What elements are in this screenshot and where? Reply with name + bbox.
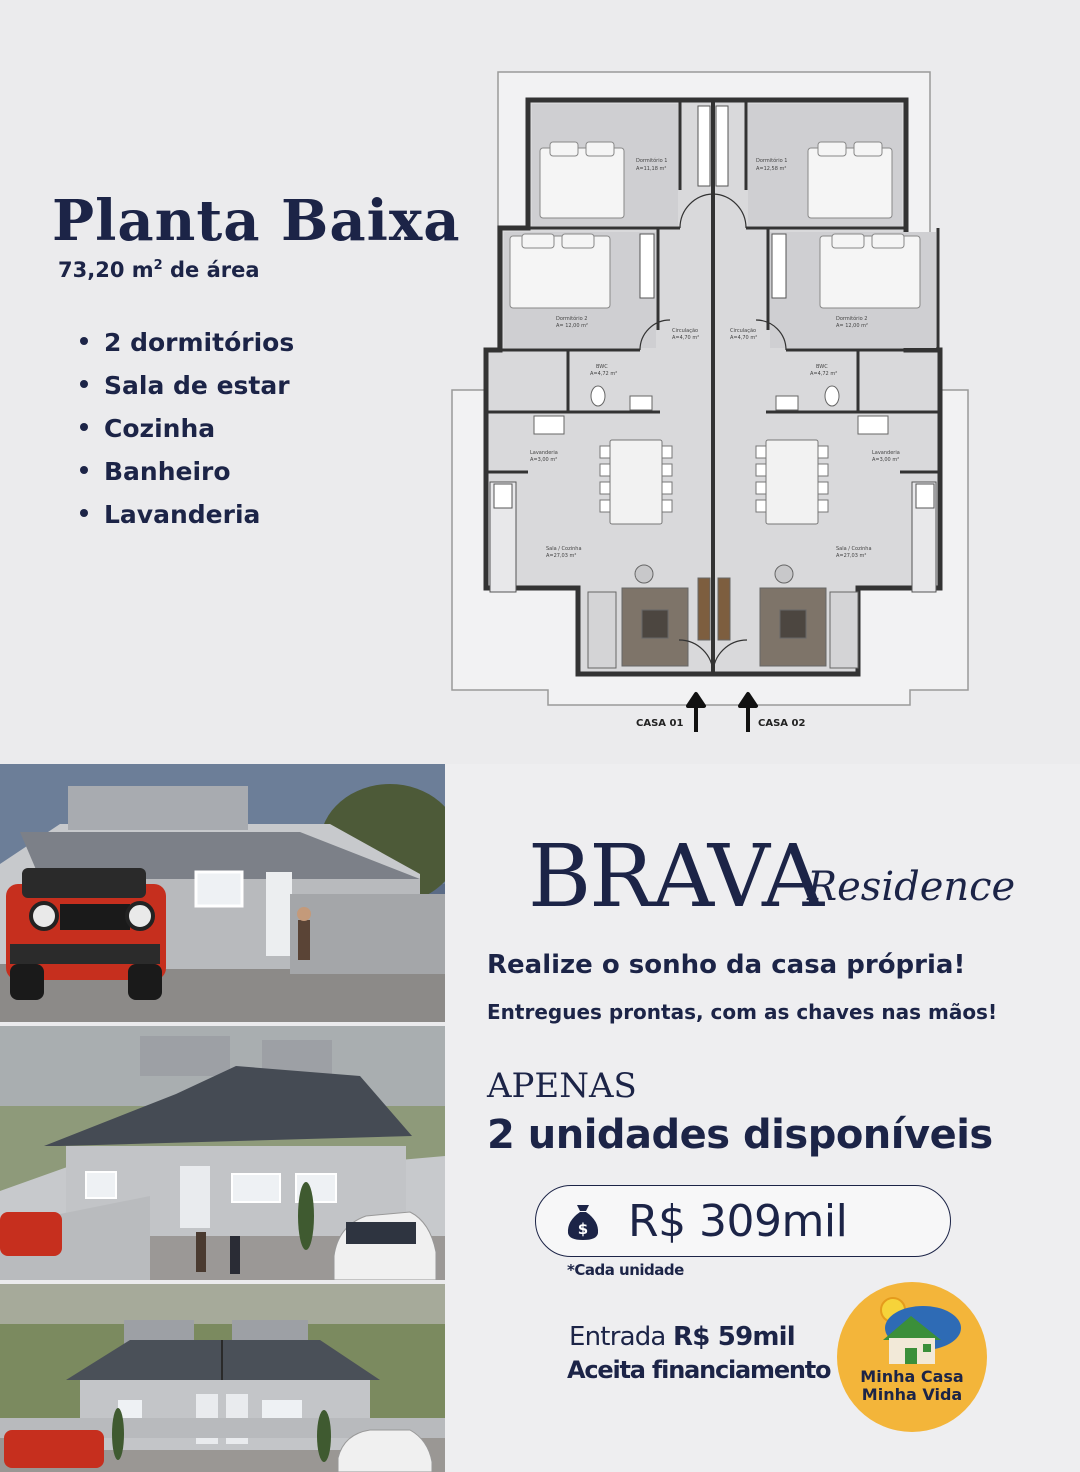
house-logo-icon <box>861 1294 963 1368</box>
svg-text:$: $ <box>577 1220 589 1238</box>
entrance-label-casa-01: CASA 01 <box>636 718 684 729</box>
room-label: A=11,18 m² <box>636 166 667 172</box>
white-car <box>334 1212 436 1280</box>
availability-count: 2 unidades disponíveis <box>487 1112 993 1158</box>
brand-name: BRAVA <box>528 827 823 927</box>
floorplan-area: 73,20 $m^2$ de área <box>58 258 260 282</box>
entrance-arrow-icon <box>688 694 704 732</box>
room-label: A=4,70 m² <box>730 335 758 341</box>
minha-casa-minha-vida-badge <box>837 1282 987 1432</box>
bullet-icon <box>80 509 88 517</box>
house-render-wide <box>0 1284 445 1472</box>
floor-plan-drawing <box>440 60 980 750</box>
room-label: Dormitório 2 <box>836 316 868 322</box>
bullet-icon <box>80 380 88 388</box>
room-label: A=27,03 m² <box>836 553 867 559</box>
room-label: Dormitório 2 <box>556 316 588 322</box>
down-payment: Entrada R$ 59mil <box>569 1322 795 1352</box>
entrance-label-casa-02: CASA 02 <box>758 718 806 729</box>
room-label: A=4,72 m² <box>590 371 618 377</box>
money-bag-icon <box>566 1201 600 1241</box>
room-label: A=3,00 m² <box>530 457 558 463</box>
price-value: R$ 309mil <box>628 1196 848 1247</box>
room-label: Sala / Cozinha <box>546 546 582 552</box>
entrance-arrow-icon <box>740 694 756 732</box>
brand-tagline: Residence <box>807 864 1016 910</box>
feature-item: Lavanderia <box>80 497 294 540</box>
badge-line-1: Minha Casa <box>860 1367 964 1386</box>
house-render-front <box>0 764 445 1022</box>
availability-prefix: APENAS <box>487 1066 637 1106</box>
room-label: A= 12,00 m² <box>556 323 588 329</box>
price-badge <box>535 1185 951 1257</box>
room-label: A=4,70 m² <box>672 335 700 341</box>
subheadline: Entregues prontas, com as chaves nas mãos! <box>487 1000 998 1024</box>
room-label: Circulação <box>730 328 757 334</box>
room-label: A=4,72 m² <box>810 371 838 377</box>
room-label: Dormitório 1 <box>636 158 668 164</box>
room-label: Sala / Cozinha <box>836 546 872 552</box>
feature-item: Banheiro <box>80 454 294 497</box>
feature-item: 2 dormitórios <box>80 325 294 368</box>
house-render-angle <box>0 1026 445 1280</box>
financing-text: Aceita financiamento <box>567 1356 831 1384</box>
sales-info <box>445 764 1080 1472</box>
room-label: BWC <box>596 364 608 370</box>
room-label: BWC <box>816 364 828 370</box>
feature-item: Cozinha <box>80 411 294 454</box>
feature-item: Sala de estar <box>80 368 294 411</box>
floorplan-title: Planta Baixa <box>52 188 461 254</box>
price-note: *Cada unidade <box>567 1261 684 1279</box>
render-photos <box>0 764 445 1472</box>
room-label: Dormitório 1 <box>756 158 788 164</box>
feature-list <box>80 325 294 540</box>
room-label: A= 12,00 m² <box>836 323 868 329</box>
headline: Realize o sonho da casa própria! <box>487 950 966 980</box>
bullet-icon <box>80 423 88 431</box>
room-label: A=3,00 m² <box>872 457 900 463</box>
bullet-icon <box>80 337 88 345</box>
badge-line-2: Minha Vida <box>861 1385 963 1404</box>
bullet-icon <box>80 466 88 474</box>
room-label: Circulação <box>672 328 699 334</box>
room-label: A=12,58 m² <box>756 166 787 172</box>
room-label: Lavanderia <box>530 450 558 456</box>
room-label: Lavanderia <box>872 450 900 456</box>
room-label: A=27,03 m² <box>546 553 577 559</box>
